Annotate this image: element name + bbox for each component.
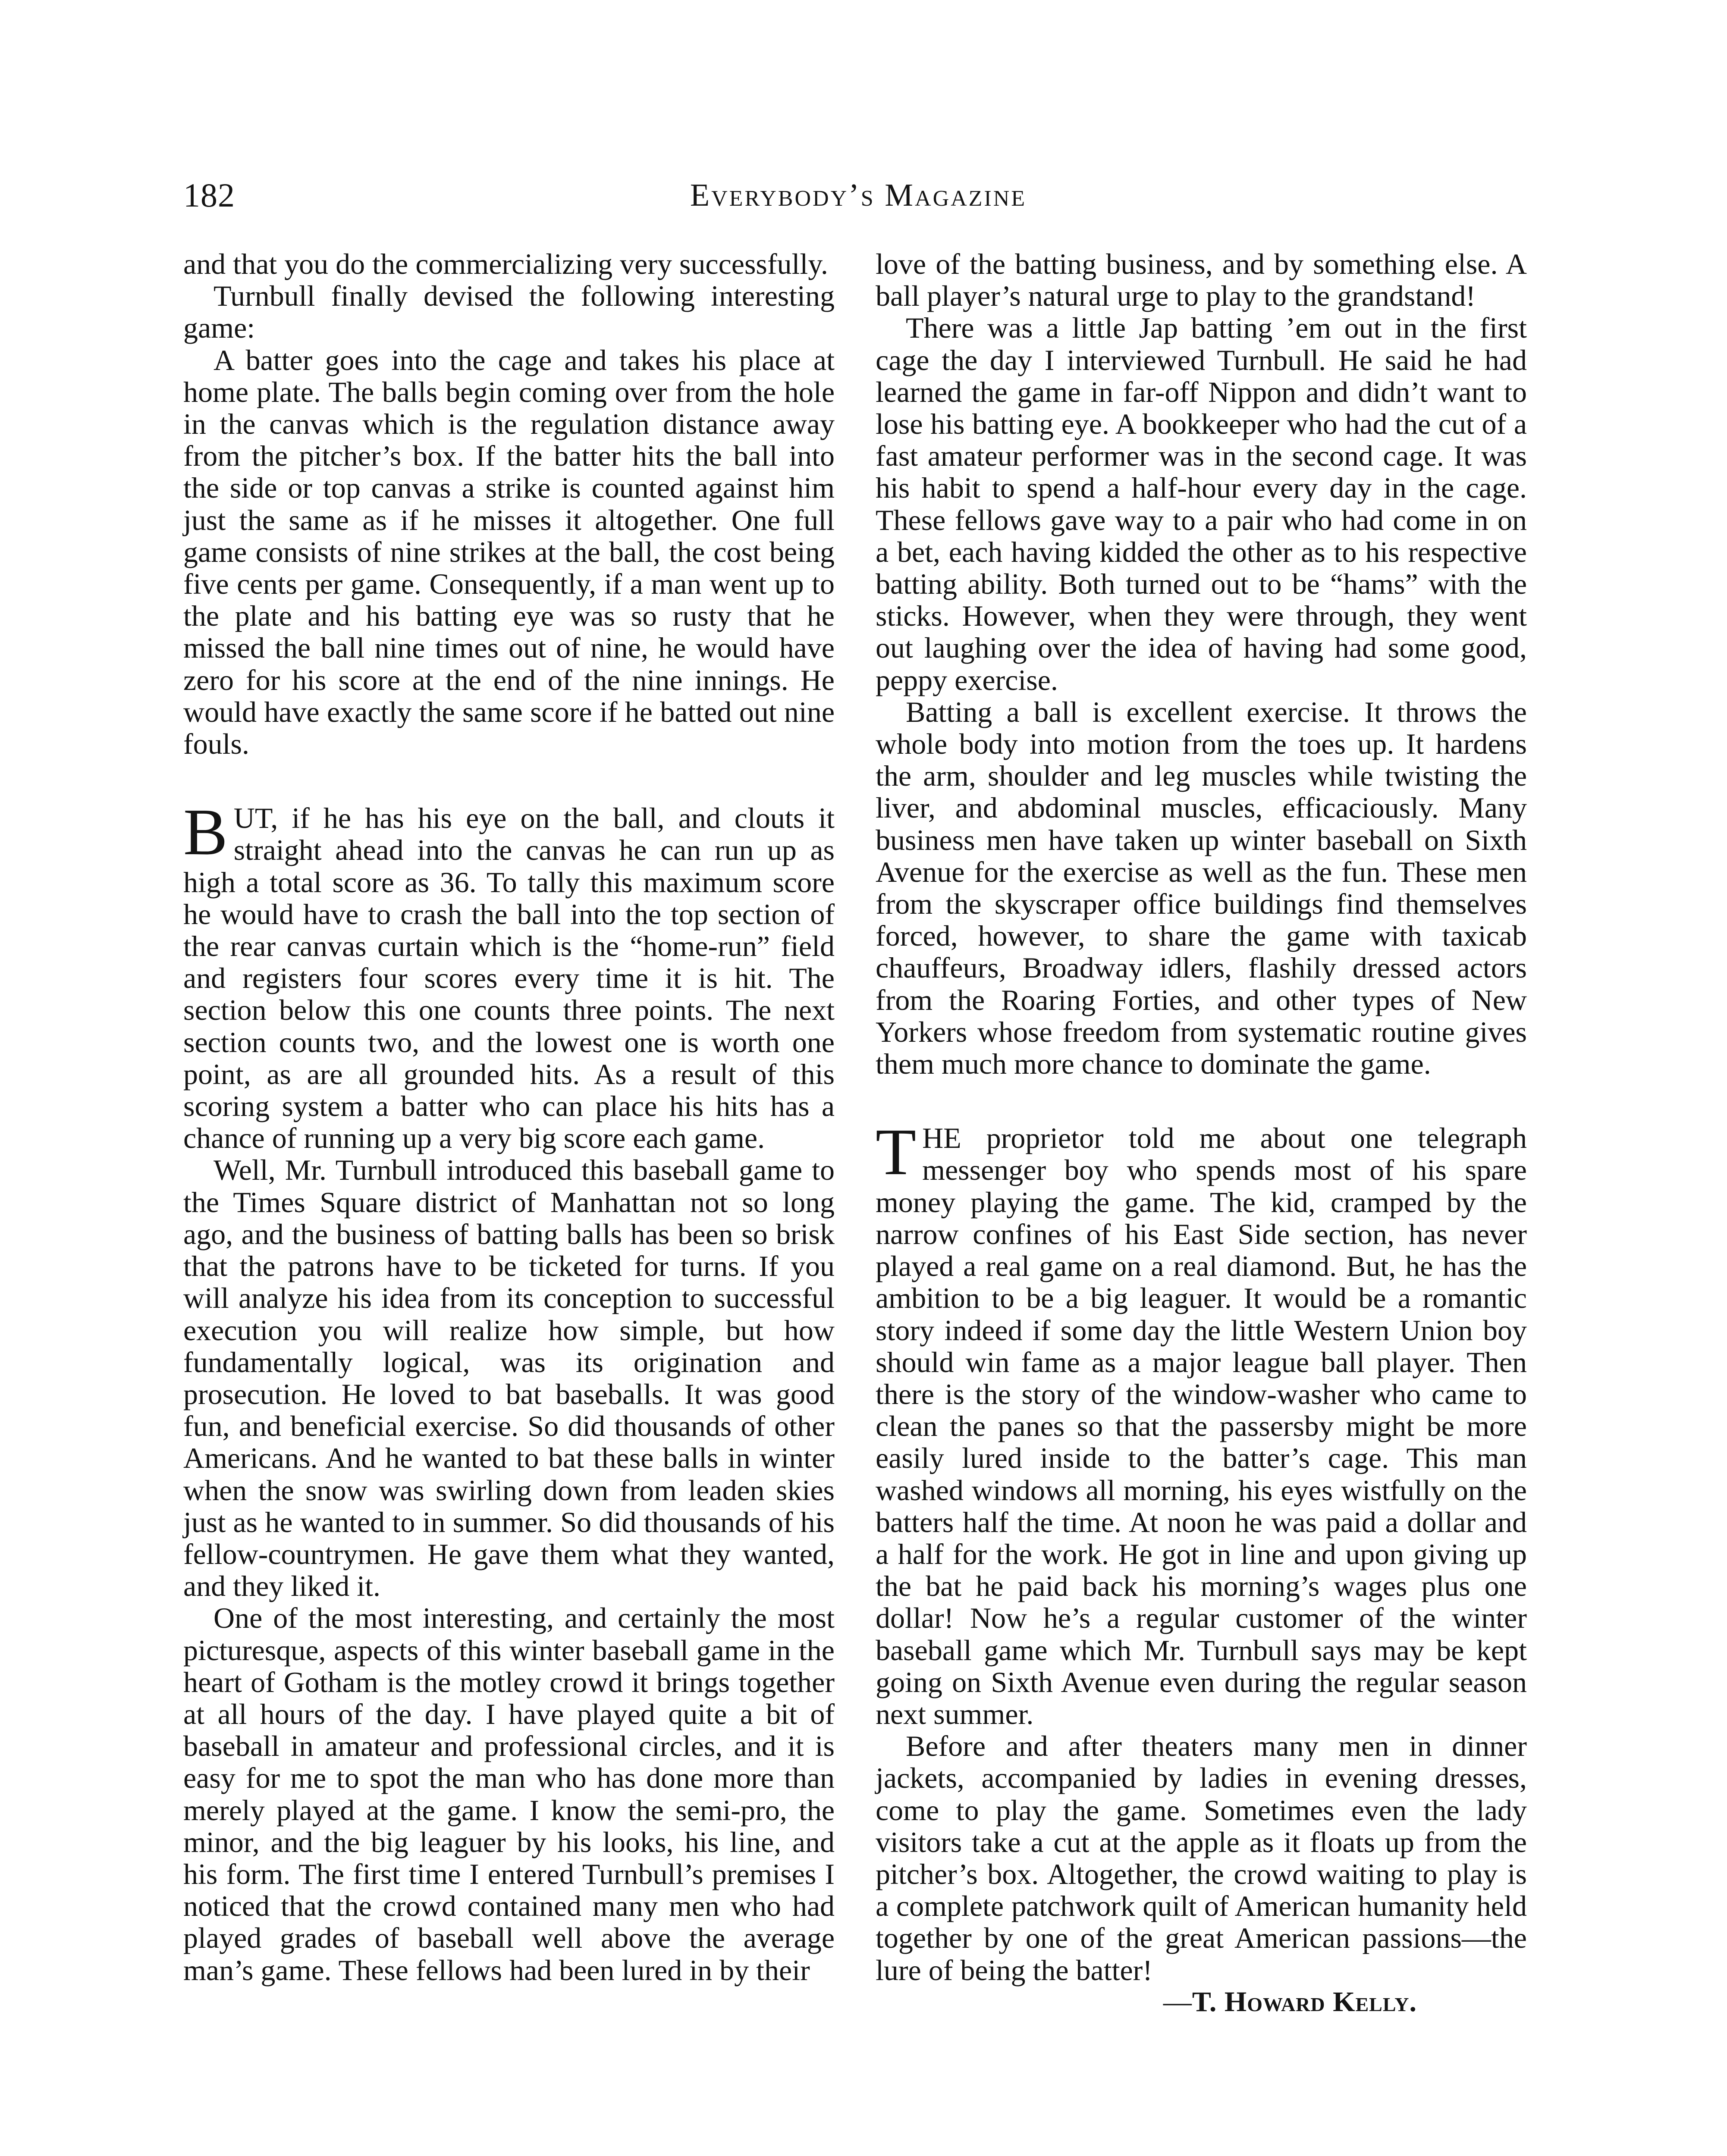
paragraph: A batter goes into the cage and takes his place at home plate. The balls begin coming over from the hole in the canvas which is the regulation distance away from the pitcher’s box. If the batter hits the ball into the side or top canvas a strike is counted against him just the same as if he misses it altogether. One full game consists of nine strikes at the ball, the cost being five cents per game. Consequently, if a man went up to the plate and his batting eye was so rusty that he missed the ball nine times out of nine, he would have zero for his score at the end of the nine innings. He would have exactly the same score if he batted out nine fouls. bbox=[183, 343, 835, 761]
author-signature bbox=[876, 1986, 1527, 2018]
paragraph: There was a little Jap batting ’em out in the first cage the day I interviewed Turnbull. He said he had learned the game in far-off Nippon and didn’t want to lose his batting eye. A bookkeeper who had the cut of a fast amateur performer was in the second cage. It was his habit to spend a half-hour every day in the cage. These fellows gave way to a pair who had come in on a bet, each having kidded the other as to his respective batting ability. Both turned out to be “hams” with the sticks. However, when they were through, they went out laughing over the idea of having had some good, peppy exercise. bbox=[876, 311, 1527, 696]
running-head bbox=[183, 172, 1533, 219]
drop-cap: T bbox=[876, 1116, 917, 1189]
paragraph: Batting a ball is excellent exercise. It throws the whole body into motion from the toes up. It hardens the arm, shoulder and leg muscles while twisting the liver, and abdominal muscles, efficaciously. Many business men have taken up winter baseball on Sixth Avenue for the exercise as well as the fun. These men from the skyscraper office buildings find themselves forced, however, to share the game with taxicab chauffeurs, Broadway idlers, flashily dressed actors from the Roaring Forties, and other types of New Yorkers whose freedom from systematic routine gives them much more chance to dominate the game. bbox=[876, 695, 1527, 1081]
page-number: 182 bbox=[183, 176, 235, 214]
paragraph: Well, Mr. Turnbull introduced this baseball game to the Times Square district of Manhattan not so long ago, and the business of batting balls has been so brisk that the patrons have to be ticketed for turns. If you will analyze his idea from its conception to successful execution you will realize how simple, but how fundamentally logical, was its origination and prosecution. He loved to bat baseballs. It was good fun, and beneficial exercise. So did thousands of other Americans. And he wanted to bat these balls in winter when the snow was swirling down from leaden skies just as he wanted to in summer. So did thousands of his fellow-countrymen. He gave them what they wanted, and they liked it. bbox=[183, 1153, 835, 1603]
paragraph-continued: love of the batting business, and by something else. A ball player’s natural urge to play to the grandstand! bbox=[876, 248, 1527, 313]
left-column bbox=[183, 248, 835, 1986]
signature-dash: — bbox=[1163, 1986, 1192, 2018]
paragraph: One of the most interesting, and certainly the most picturesque, aspects of this winter baseball game in the heart of Gotham is the motley crowd it brings together at all hours of the day. I have played quite a bit of baseball in amateur and professional circles, and it is easy for me to spot the man who has done more than merely played at the game. I know the semi-pro, the minor, and the big leaguer by his looks, his line, and his form. The first time I entered Turnbull’s premises I noticed that the crowd contained many men who had played grades of baseball well above the average man’s game. These fellows had been lured in by their bbox=[183, 1601, 835, 1987]
paragraph-continued: and that you do the commercializing very successfully. bbox=[183, 248, 828, 280]
section-opening-paragraph bbox=[183, 796, 835, 1155]
paragraph-text: proprietor told me about one telegraph messenger boy who spends most of his spare money playing the game. The kid, cramped by the narrow confines of his East Side section, has never played a real game on a real diamond. But, he has the ambition to be a big leaguer. It would be a romantic story indeed if some day the little Western Union boy should win fame as a major league ball player. Then there is the story of the window-washer who came to clean the panes so that the passersby might be more easily lured inside to the batter’s cage. This man washed windows all morning, his eyes wistfully on the batters half the time. At noon he was paid a dollar and a half for the work. He got in line and upon giving up the bat he paid back his morning’s wages plus one dollar! Now he’s a regular customer of the winter baseball game which Mr. Turnbull says may be kept going on Sixth Avenue even during the regular season next summer. bbox=[876, 1122, 1527, 1730]
right-column bbox=[876, 248, 1527, 2018]
section-opening-paragraph bbox=[876, 1116, 1527, 1730]
paragraph: Turnbull finally devised the following interesting game: bbox=[183, 279, 835, 345]
lead-in-text: HE bbox=[922, 1122, 961, 1155]
drop-cap: B bbox=[183, 796, 228, 869]
paragraph: Before and after theaters many men in dinner jackets, accompanied by ladies in evening dresses, come to play the game. Sometimes even the lady visitors take a cut at the apple as it floats up from the pitcher’s box. Altogether, the crowd waiting to play is a complete patchwork quilt of American humanity held together by one of the great American passions—the lure of being the batter! bbox=[876, 1730, 1527, 1987]
author-name: T. Howard Kelly. bbox=[1192, 1986, 1417, 2018]
lead-in-text: UT, bbox=[233, 802, 278, 835]
magazine-title: Everybody’s Magazine bbox=[690, 178, 1027, 213]
paragraph-text: if he has his eye on the ball, and clouts it straight ahead into the canvas he can run up as high a total score as 36. To tally this maximum score he would have to crash the ball into the top section of the rear canvas curtain which is the “home-run” field and registers four scores every time it is hit. The section below this one counts three points. The next section counts two, and the lowest one is worth one point, as are all grounded hits. As a result of this scoring system a batter who can place his hits has a chance of running up a very big score each game. bbox=[183, 802, 835, 1155]
